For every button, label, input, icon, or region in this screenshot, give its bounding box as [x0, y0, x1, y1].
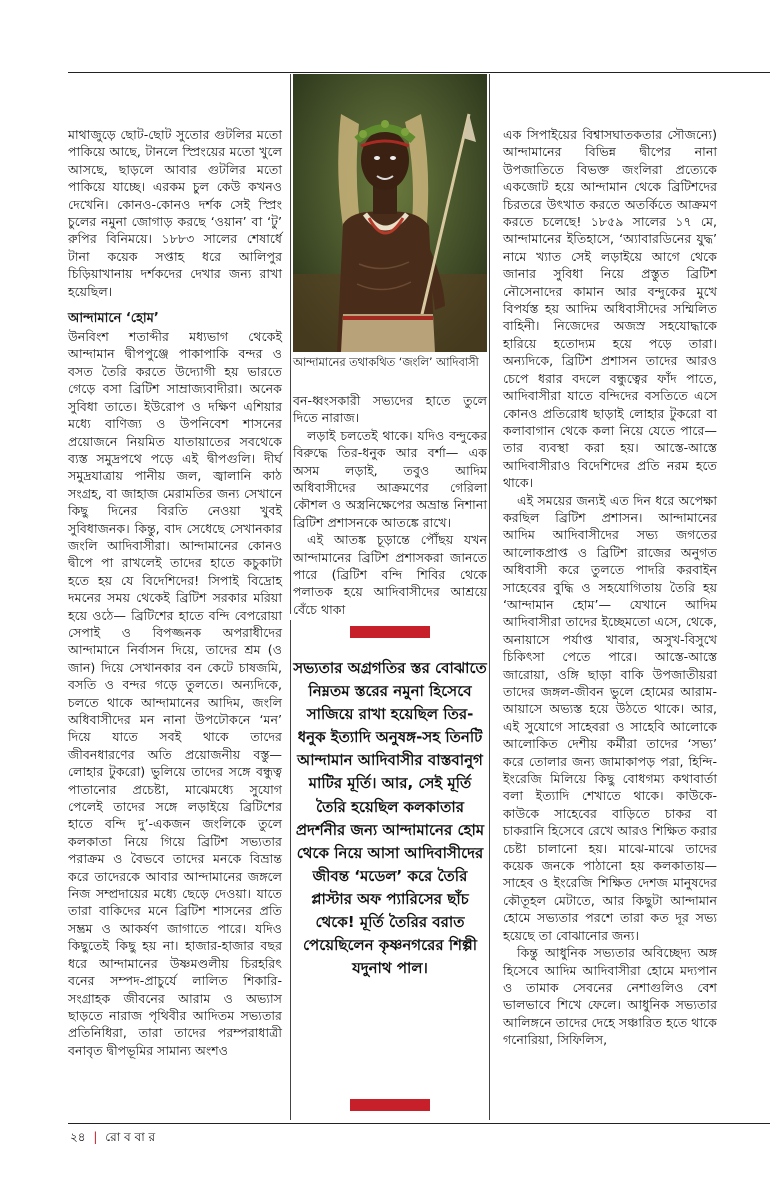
- col2-paragraph-3: এই আতঙ্ক চূড়ান্তে পৌঁছয় যখন আন্দামানের ব্রিটিশ প্রশাসকরা জানতে পারে (ব্রিটিশ বন্দি শিবির থেকে পলাতক হয়ে আদিবাসীদের আশ্রয়ে বেঁচে থাকা: [293, 532, 487, 617]
- pull-quote-box: [293, 621, 487, 1121]
- page-number: ২৪: [70, 1130, 86, 1144]
- top-rule: [68, 72, 770, 73]
- bottom-rule: [68, 1123, 770, 1124]
- tribesman-photo: [293, 74, 487, 352]
- article-column-2: [293, 392, 487, 618]
- col3-paragraph-2: এই সময়ের জন্যই এত দিন ধরে অপেক্ষা করছিল ব্রিটিশ প্রশাসন। আন্দামানের আদিম আদিবাসীদের সভ্য জগতের আলোকপ্রাপ্ত ও ব্রিটিশ রাজের অনুগত অধিবাসী করে তুলতে পাদরি করবাইন সাহেবের বুদ্ধি ও সহযোগিতায় তৈরি হয় ‘আন্দামান হোম’— যেখানে আদিম আদিবাসীরা তাদের ইচ্ছেমতো এসে, থেকে, অনায়াসে পর্যাপ্ত খাবার, অসুখ-বিসুখে চিকিৎসা পেতে পারে। আস্তে-আস্তে জারোয়া, ওঙ্গি ছাড়া বাকি উপজাতীয়রা তাদের জঙ্গল-জীবন ভুলে হোমের আরাম-আয়াসে অভ্যস্ত হয়ে উঠতে থাকে। আর, এই সুযোগে সাহেবরা ও সাহেবি আলোকে আলোকিত দেশীয় কর্মীরা তাদের ‘সভ্য’ করে তোলার জন্য জামাকাপড় পরা, হিন্দি-ইংরেজি মিলিয়ে কিছু বোধগম্য কথাবার্তা বলা ইত্যাদি শেখাতে থাকে। কাউকে-কাউকে সাহেবের বাড়িতে চাকর বা চাকরানি হিসেবে রেখে আরও শিক্ষিত করার চেষ্টা চালানো হয়। মাঝে-মাঝে তাদের কয়েক জনকে পাঠানো হয় কলকাতায়— সাহেব ও ইংরেজি শিক্ষিত দেশজ মানুষদের কৌতূহল মেটাতে, আর কিছুটা আন্দামান হোমে সভ্যতার পরশে তারা কত দূর সভ্য হয়েছে তা বোঝানোর জন্য।: [503, 492, 717, 943]
- intro-paragraph: মাথাজুড়ে ছোট-ছোট সুতোর গুটলির মতো পাকিয়ে আছে, টানলে স্প্রিংয়ের মতো খুলে আসছে, ছাড়লে আবার গুটলির মতো পাকিয়ে যাচ্ছে। এরকম চুল কেউ কখনও দেখেনি। কোনও-কোনও দর্শক সেই স্প্রিং চুলের নমুনা জোগাড় করছে ‘ওয়ান’ বা ‘টু’ রুপির বিনিময়ে। ১৮৮৩ সালের শেষার্ধে টানা কয়েক সপ্তাহ ধরে আলিপুর চিড়িয়াখানায় দর্শকদের দেখার জন্য রাখা হয়েছিল।: [68, 127, 282, 299]
- footer-separator: |: [93, 1130, 98, 1144]
- article-column-1: [68, 126, 282, 1059]
- pull-quote-bar-bottom: [350, 1099, 430, 1111]
- col2-paragraph-2: লড়াই চলতেই থাকে। যদিও বন্দুকের বিরুদ্ধে তির-ধনুক আর বর্শা— এক অসম লড়াই, তবুও আদিম অধিবাসীদের আক্রমণের গেরিলা কৌশল ও অস্ত্রনিক্ষেপের অভ্রান্ত নিশানা ব্রিটিশ প্রশাসনকে আতঙ্কে রাখে।: [293, 427, 487, 530]
- photo-caption: আন্দামানের তথাকথিত ‘জংলি’ আদিবাসী: [293, 356, 479, 369]
- col2-paragraph-1: বন-ধ্বংসকারী সভ্যদের হাতে তুলে দিতে নারাজ।: [293, 393, 487, 426]
- pullquote-border-left: [290, 620, 291, 1120]
- article-column-3: [503, 126, 717, 1049]
- magazine-name: রো ব বা র: [105, 1130, 156, 1144]
- section-heading: আন্দামানে ‘হোম’: [68, 311, 159, 327]
- column-divider-left: [290, 74, 291, 614]
- page-footer: [70, 1129, 155, 1149]
- pull-quote-bar-top: [350, 626, 430, 638]
- body-paragraph: উনবিংশ শতাব্দীর মধ্যভাগ থেকেই আন্দামান দ্বীপপুঞ্জে পাকাপাকি বন্দর ও বসত তৈরি করতে উদ্যোগী হয় ভারতে গেড়ে বসা ব্রিটিশ সাম্রাজ্যবাদীরা। অনেক সুবিধা তাতে। ইউরোপ ও দক্ষিণ এশিয়ার মধ্যে বাণিজ্য ও উপনিবেশ শাসনের প্রয়োজনে নিয়মিত যাতায়াতের সবথেকে ব্যস্ত সমুদ্রপথে পড়ে এই দ্বীপগুলি। দীর্ঘ সমুদ্রযাত্রায় পানীয় জল, জ্বালানি কাঠ সংগ্রহ, বা জাহাজ মেরামতির জন্য সেখানে কিছু দিনের বিরতি নেওয়া খুবই সুবিধাজনক। কিন্তু, বাদ সেধেছে সেখানকার জংলি আদিবাসীরা। আন্দামানের কোনও দ্বীপে পা রাখলেই তাদের হাতে কচুকাটা হতে হয় যে বিদেশিদের! সিপাই বিদ্রোহ দমনের সময় থেকেই ব্রিটিশ সরকার মরিয়া হয়ে ওঠে— ব্রিটিশের হাতে বন্দি বেপরোয়া সেপাই ও বিপজ্জনক অপরাধীদের আন্দামানে নির্বাসন দিয়ে, তাদের শ্রম (ও জান) দিয়ে সেখানকার বন কেটে চাষজমি, বসতি ও বন্দর গড়ে তুলতে। অন্যদিকে, চলতে থাকে আন্দামানের আদিম, জংলি অধিবাসীদের মন নানা উপঢৌকনে ‘মন’ দিয়ে যাতে সবই থাকে তাদের জীবনধারণের অতি প্রয়োজনীয় বস্তু— লোহার টুকরো) ভুলিয়ে তাদের সঙ্গে বন্ধুত্ব পাতানোর প্রচেষ্টা, মাঝেমধ্যে সুযোগ পেলেই তাদের সঙ্গে লড়াইয়ে ব্রিটিশের হাতে বন্দি দু’-একজন জংলিকে তুলে কলকাতা নিয়ে গিয়ে ব্রিটিশ সভ্যতার পরাক্রম ও বৈভবে তাদের মনকে বিভ্রান্ত করে তাদেরকে আবার আন্দামানের জঙ্গলে নিজ সম্প্রদায়ের মধ্যে ছেড়ে দেওয়া। যাতে তারা বাকিদের মনে ব্রিটিশ শাসনের প্রতি সম্ভ্রম ও আকর্ষণ জাগাতে পারে। যদিও কিছুতেই কিছু হয় না। হাজার-হাজার বছর ধরে আন্দামানের উষ্ণমণ্ডলীয় চিরহরিৎ বনের সম্পদ-প্রাচুর্যে লালিত শিকারি-সংগ্রাহক জীবনের আরাম ও অভ্যাস ছাড়তে নারাজ পৃথিবীর আদিতম সভ্যতার প্রতিনিধিরা, তারা তাদের পরম্পরাধাত্রী বনাবৃত দ্বীপভূমির সামান্য অংশও: [68, 329, 282, 1058]
- col3-paragraph-1: এক সিপাইয়ের বিশ্বাসঘাতকতার সৌজন্যে) আন্দামানের বিভিন্ন দ্বীপের নানা উপজাতিতে বিভক্ত জংলিরা প্রত্যেকে একজোট হয়ে আন্দামান থেকে ব্রিটিশদের চিরতরে উৎখাত করতে অতর্কিতে আক্রমণ করতে চলেছে! ১৮৫৯ সালের ১৭ মে, আন্দামানের ইতিহাসে, ‘অ্যাবারডিনের যুদ্ধ’ নামে খ্যাত সেই লড়াইয়ে আগে থেকে জানার সুবিধা নিয়ে প্রস্তুত ব্রিটিশ নৌসেনাদের কামান আর বন্দুকের মুখে বিপর্যস্ত হয় আদিম অধিবাসীদের সম্মিলিত বাহিনী। নিজেদের অজস্র সহযোদ্ধাকে হারিয়ে হতোদ্যম হয়ে পড়ে তারা। অন্যদিকে, ব্রিটিশ প্রশাসন তাদের আরও চেপে ধরার বদলে বন্ধুত্বের ফাঁদ পাতে, আদিবাসীরা যাতে বন্দিদের বসতিতে এসে কোনও প্রতিরোধ ছাড়াই লোহার টুকরো বা কলাবাগান থেকে কলা নিয়ে যেতে পারে— তার ব্যবস্থা করা হয়। আস্তে-আস্তে আদিবাসীরাও বিদেশিদের প্রতি নরম হতে থাকে।: [503, 127, 717, 491]
- pull-quote-text: সভ্যতার অগ্রগতির স্তর বোঝাতে নিম্নতম স্তরের নমুনা হিসেবে সাজিয়ে রাখা হয়েছিল তির-ধনুক ইত্যাদি অনুষঙ্গ-সহ তিনটি আন্দামান আদিবাসীর বাস্তবানুগ মাটির মূর্তি। আর, সেই মূর্তি তৈরি হয়েছিল কলকাতার প্রদর্শনীর জন্য আন্দামানের হোম থেকে নিয়ে আসা আদিবাসীদের জীবন্ত ‘মডেল’ করে তৈরি প্লাস্টার অফ প্যারিসের ছাঁচ থেকে! মূর্তি তৈরির বরাত পেয়েছিলেন কৃষ্ণনগরের শিল্পী যদুনাথ পাল।: [293, 659, 487, 978]
- col3-paragraph-3: কিন্তু আধুনিক সভ্যতার অবিচ্ছেদ্য অঙ্গ হিসেবে আদিম আদিবাসীরা হোমে মদ্যপান ও তামাক সেবনের নেশাগুলিও বেশ ভালভাবে শিখে ফেলে। আধুনিক সভ্যতার আলিঙ্গনে তাদের দেহে সঞ্চারিত হতে থাকে গনোরিয়া, সিফিলিস,: [503, 945, 717, 1048]
- tribesman-illustration: [293, 74, 487, 352]
- column-divider-right: [489, 74, 490, 1120]
